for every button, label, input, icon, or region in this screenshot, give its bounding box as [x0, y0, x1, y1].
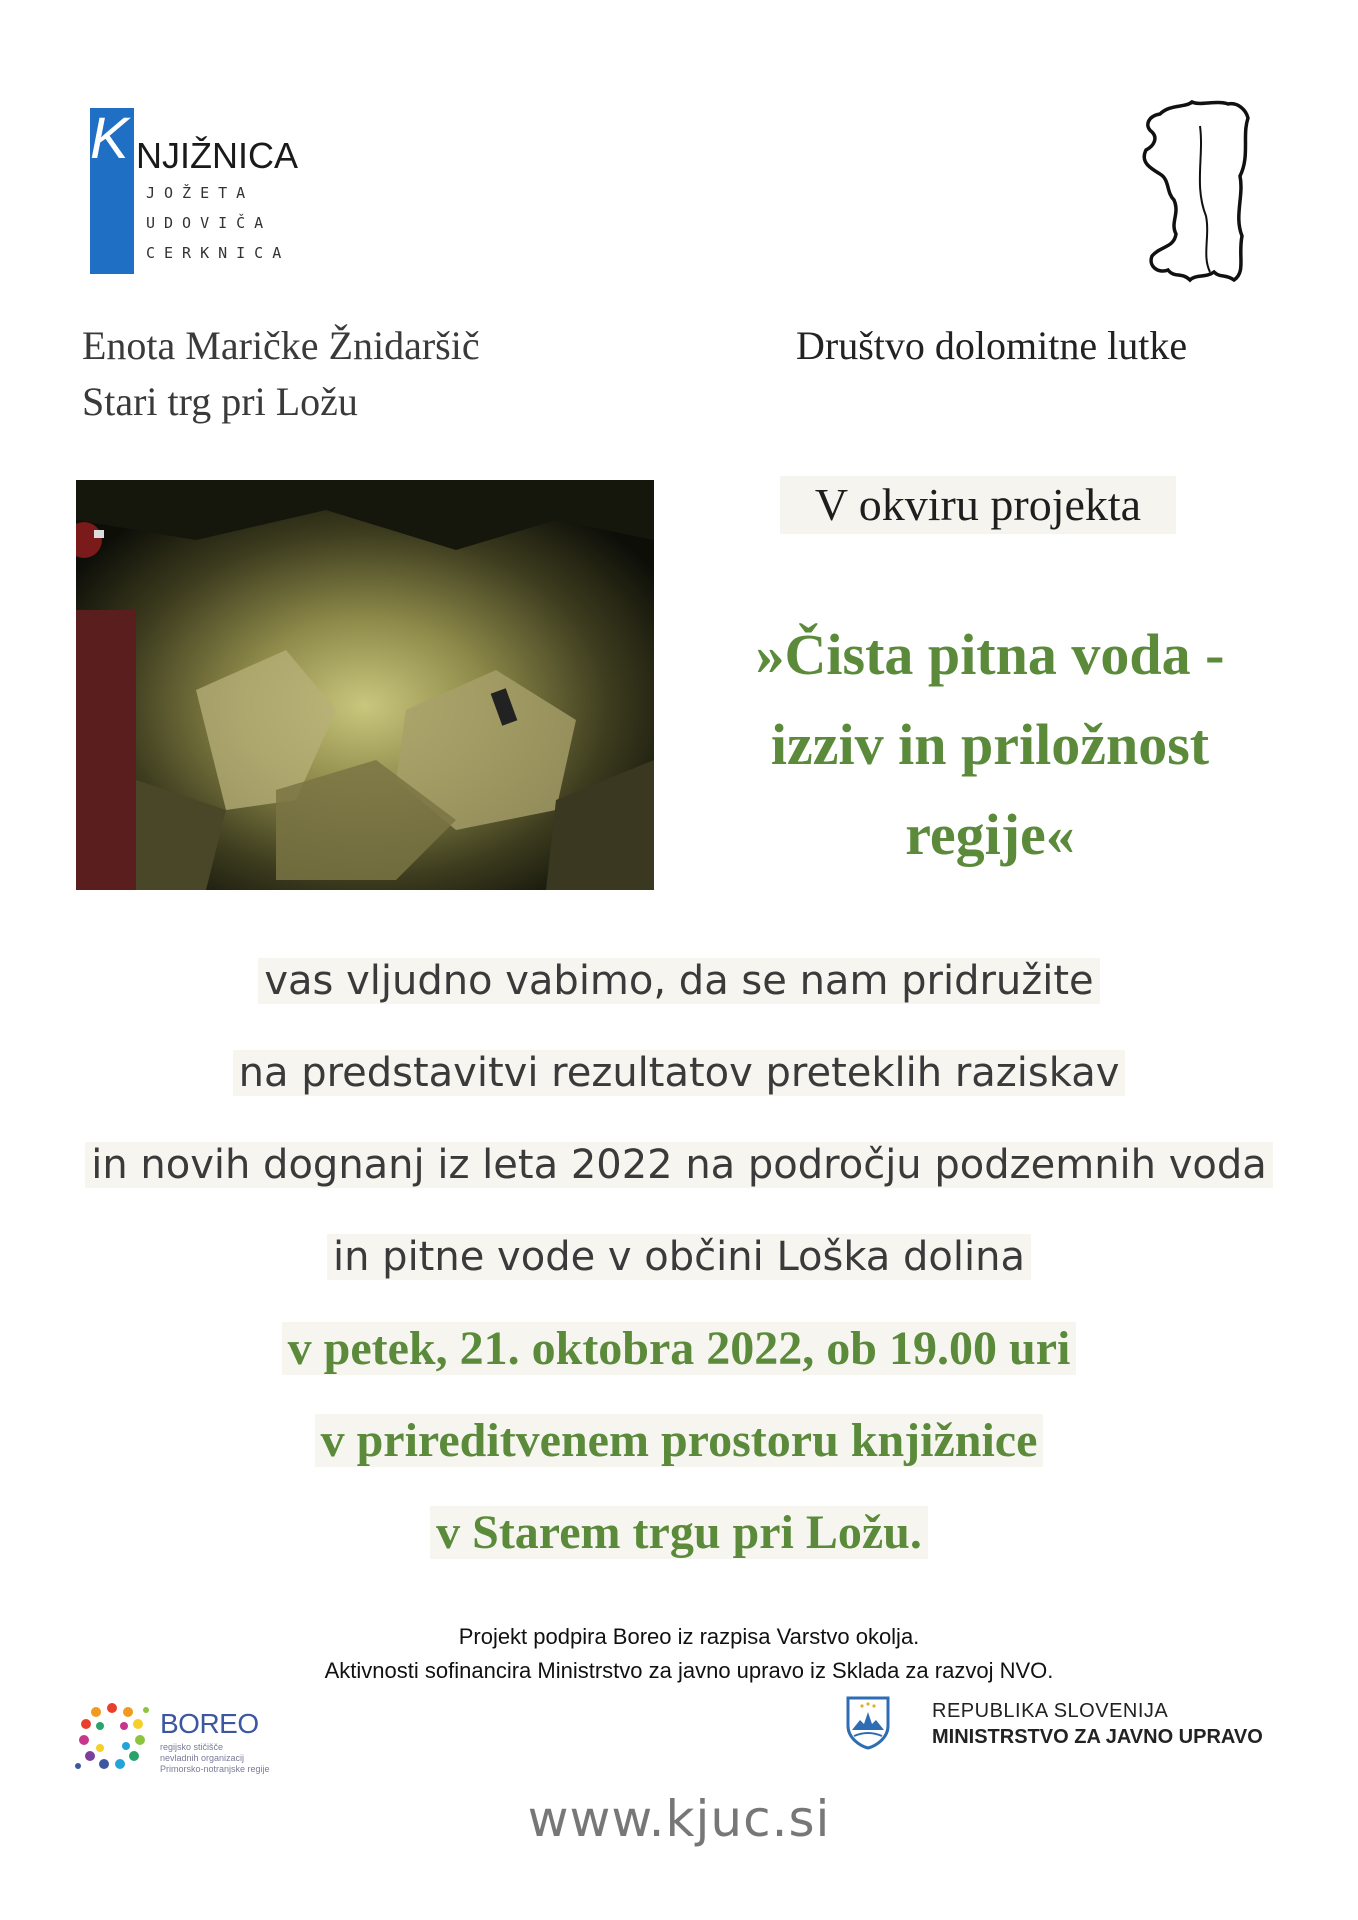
support-line1: Projekt podpira Boreo iz razpisa Varstvo okolja.: [458, 1624, 920, 1649]
cave-photo: [76, 480, 654, 890]
ministry-name: MINISTRSTVO ZA JAVNO UPRAVO: [932, 1726, 1263, 1748]
invitation-line2: [0, 1042, 1358, 1104]
boreo-sub1: regijsko stičišče: [160, 1742, 224, 1752]
project-title-line1: »Čista pitna voda -: [755, 622, 1225, 687]
library-logo-k: K: [90, 106, 129, 171]
event-date-time: [0, 1318, 1358, 1380]
project-intro: V okviru projekta: [780, 476, 1176, 534]
boreo-name: BOREO: [160, 1708, 259, 1739]
invitation-line2-text: na predstavitvi rezultatov preteklih raziskav: [233, 1050, 1126, 1096]
library-logo: [90, 106, 298, 278]
library-logo-line1: JOŽETA: [146, 184, 255, 202]
project-title-line3: regije«: [905, 802, 1075, 867]
library-unit-name: Enota Maričke Žnidaršič: [82, 323, 480, 368]
library-unit: [82, 318, 480, 430]
library-logo-name: NJIŽNICA: [136, 135, 298, 176]
website-url[interactable]: www.kjuc.si: [527, 1790, 831, 1848]
boreo-dots-icon: [72, 1696, 152, 1776]
boreo-logo: [72, 1696, 292, 1786]
support-line2: Aktivnosti sofinancira Ministrstvo za javno upravo iz Sklada za razvoj NVO.: [324, 1658, 1054, 1683]
boreo-sub2: nevladnih organizacij: [160, 1753, 245, 1763]
invitation-line1-text: vas vljudno vabimo, da se nam pridružite: [258, 958, 1099, 1004]
event-date-time-text: v petek, 21. oktobra 2022, ob 19.00 uri: [282, 1322, 1077, 1375]
invitation-line3-text: in novih dognanj iz leta 2022 na področju podzemnih voda: [85, 1142, 1273, 1188]
ministry-logo: [846, 1694, 1286, 1754]
society-logo: [1130, 96, 1260, 286]
invitation-line3: [0, 1134, 1358, 1196]
ministry-republic: REPUBLIKA SLOVENIJA: [932, 1700, 1169, 1722]
event-venue: [0, 1410, 1358, 1472]
invitation-line1: [0, 950, 1358, 1012]
project-title: [690, 610, 1290, 880]
invitation-line4-text: in pitne vode v občini Loška dolina: [327, 1234, 1031, 1280]
project-title-line2: izziv in priložnost: [770, 712, 1210, 777]
event-venue-text: v prireditvenem prostoru knjižnice: [315, 1414, 1044, 1467]
coat-of-arms-icon: [846, 1696, 890, 1750]
event-place: [0, 1502, 1358, 1564]
invitation-line4: [0, 1226, 1358, 1288]
library-logo-line2: UDOVIČA: [146, 214, 273, 232]
library-logo-line3: CERKNICA: [146, 244, 291, 262]
valley-outline-icon: [1130, 96, 1260, 286]
library-unit-location: Stari trg pri Ložu: [82, 379, 358, 424]
event-place-text: v Starem trgu pri Ložu.: [430, 1506, 928, 1559]
society-name: Društvo dolomitne lutke: [796, 323, 1188, 368]
boreo-sub3: Primorsko-notranjske regije: [160, 1764, 270, 1774]
